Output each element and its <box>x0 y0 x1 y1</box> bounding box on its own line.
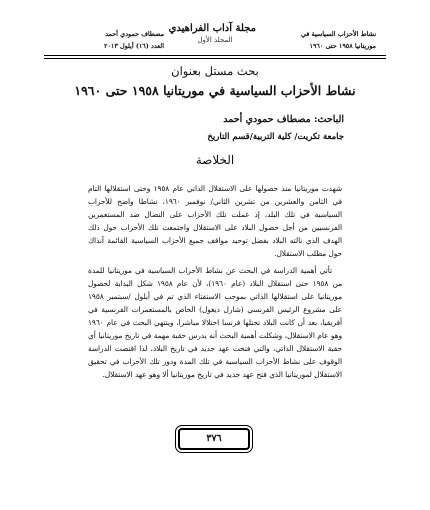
journal-masthead <box>168 22 256 45</box>
running-header-left <box>46 28 164 52</box>
abstract-heading: الخلاصة <box>195 153 235 167</box>
header-rule-top <box>44 55 386 56</box>
abstract-paragraph-1: شهدت موريتانيا منذ حصولها على الاستقلال الذاتي عام ١٩٥٨ وحتى استقلالها التام في الثامن والعشرين من تشرين الثاني/ نوفمبر ١٩٦٠، نشاطا واضح للأحزاب السياسية في تلك البلد، إذ عملت تلك الأحزاب على النضال ضد المستعمرين الفرنسيين من أجل حصول البلاد على الاستقلال واجتمعت تلك الأحزاب حول ذلك الهدف الذي نالته البلاد بفضل توحيد مواقف جميع الأحزاب السياسية القائمة آنذاك حول مطلب الاستقلال. <box>88 184 342 258</box>
running-header-right <box>254 28 376 52</box>
header-article-years: موريتانيا ١٩٥٨ حتى ١٩٦٠ <box>309 42 376 50</box>
header-issue: العدد (١٦) أيلول ٢٠١٣ <box>104 42 164 50</box>
author-affiliation: جامعة تكريت/ كلية التربية/قسم التاريخ <box>207 132 344 142</box>
journal-volume: المجلد الأول <box>197 36 233 44</box>
header-rule-bottom <box>44 58 386 59</box>
abstract-body <box>88 182 342 385</box>
page-number: ٣٧٦ <box>178 428 250 450</box>
title-kicker: بحث مستل بعنوان <box>171 64 259 78</box>
abstract-paragraph-2: تأتي أهمية الدراسة في البحث عن نشاط الأحزاب السياسية في موريتانيا للمدة من ١٩٥٨ حتى استقلال البلاد (عام ١٩٦٠)، لأن عام ١٩٥٨ شكل البداية لحصول موريتانيا على استقلالها الذاتي بموجب الاستفتاء الذي تم في أيلول /سبتمبر ١٩٥٨ على مشروع الرئيس الفرنسي (شارل ديغول) الخاص بالمستعمرات الفرنسية في أفريقيا، بعد أن كانت البلاد تحتلها فرنسا احتلالا مباشرا، وينتهي البحث في عام ١٩٦٠ وهو عام الاستقلال، وشكلت أهمية البحث أنه يدرس حقبة مهمة في تاريخ موريتانيا أي حقبة الاستقلال الذاتي، والتي فتحت عهد جديد في تاريخ البلاد، لذا اقتضت الدراسة الوقوف على نشاط الأحزاب السياسية في تلك المدة ودور تلك الأحزاب في تحقيق الاستقلال لموريتانيا الذي فتح عهد جديد في تاريخ موريتانيا ألا وهو عهد الاستقلال. <box>88 266 342 379</box>
paper-title: نشاط الأحزاب السياسية في موريتانيا ١٩٥٨ حتى ١٩٦٠ <box>74 83 356 98</box>
header-author: مصطاف حمودي أحمد <box>105 30 164 38</box>
header-article-title: نشاط الأحزاب السياسية في <box>300 30 376 38</box>
author-name: الباحث: مصطاف حمودي أحمد <box>223 114 344 125</box>
journal-logo: مجلة آداب الفراهيدي <box>168 23 256 34</box>
